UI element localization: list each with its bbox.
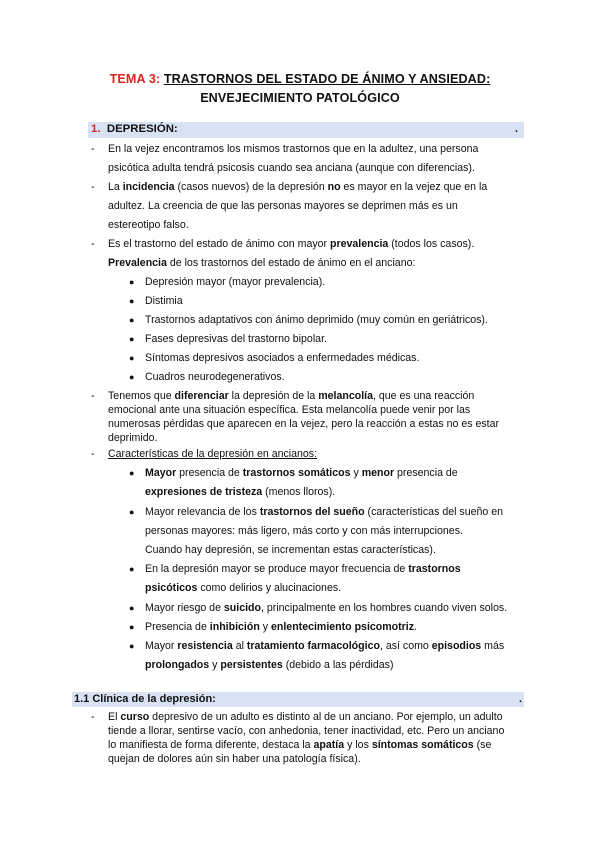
dash-marker: - bbox=[91, 238, 95, 250]
list-item: En la depresión mayor se produce mayor frecuencia de trastornos bbox=[145, 563, 461, 575]
paragraph-line: emocional ante una situación específica. Esta melancolía puede venir por las bbox=[108, 404, 471, 416]
list-item: Trastornos adaptativos con ánimo deprimido (muy común en geriátricos). bbox=[145, 314, 488, 326]
characteristics-heading: Características de la depresión en ancianos: bbox=[108, 448, 318, 460]
list-item: Presencia de inhibición y enlentecimiento psicomotriz. bbox=[145, 621, 417, 633]
paragraph-line: deprimido. bbox=[108, 432, 158, 444]
document-subtitle: ENVEJECIMIENTO PATOLÓGICO bbox=[200, 91, 400, 105]
bullet-marker: ● bbox=[129, 315, 135, 325]
bullet-marker: ● bbox=[129, 622, 135, 632]
paragraph-line: lo manifiesta de forma diferente, destaca la apatía y los síntomas somáticos (se bbox=[108, 739, 492, 751]
list-item-cont: expresiones de tristeza (menos lloros). bbox=[145, 486, 336, 498]
list-item-cont: personas mayores: más ligero, más corto y con más interrupciones. bbox=[145, 525, 463, 537]
bullet-marker: ● bbox=[129, 353, 135, 363]
dash-marker: - bbox=[91, 390, 95, 402]
paragraph-line: tiende a llorar, sentirse vacío, con anhedonia, tener inactividad, etc. Pero un anciano bbox=[108, 725, 505, 737]
paragraph-line: psicótica adulta tendrá psicosis cuando sea anciana (aunque con diferencias). bbox=[108, 162, 475, 174]
list-item: Cuadros neurodegenerativos. bbox=[145, 371, 285, 383]
bullet-marker: ● bbox=[129, 468, 135, 478]
paragraph-line: numerosas pérdidas que aparecen en la vejez, pero la reacción a estas no es estar bbox=[108, 418, 500, 430]
list-item: Distimia bbox=[145, 295, 183, 307]
bullet-marker: ● bbox=[129, 296, 135, 306]
section-1-dot: . bbox=[515, 123, 518, 135]
paragraph-line: Es el trastorno del estado de ánimo con mayor prevalencia (todos los casos). bbox=[108, 238, 475, 250]
document-title bbox=[0, 72, 600, 86]
title-tema: TEMA 3: bbox=[109, 72, 161, 86]
bullet-marker: ● bbox=[129, 603, 135, 613]
list-item-cont: prolongados y persistentes (debido a las pérdidas) bbox=[145, 659, 394, 671]
paragraph-line: Tenemos que diferenciar la depresión de la melancolía, que es una reacción bbox=[108, 390, 475, 402]
list-item: Mayor presencia de trastornos somáticos y menor presencia de bbox=[145, 467, 458, 479]
bullet-marker: ● bbox=[129, 641, 135, 651]
dash-marker: - bbox=[91, 181, 95, 193]
section-1-1-dot: . bbox=[519, 693, 522, 705]
bullet-marker: ● bbox=[129, 334, 135, 344]
paragraph-line: estereotipo falso. bbox=[108, 219, 189, 231]
bullet-marker: ● bbox=[129, 277, 135, 287]
paragraph-line: La incidencia (casos nuevos) de la depresión no es mayor en la vejez que en la bbox=[108, 181, 488, 193]
dash-marker: - bbox=[91, 711, 95, 723]
list-item: Síntomas depresivos asociados a enfermedades médicas. bbox=[145, 352, 420, 364]
section-1-1-heading: 1.1 Clínica de la depresión: bbox=[74, 693, 216, 705]
dash-marker: - bbox=[91, 448, 95, 460]
paragraph-line: adultez. La creencia de que las personas mayores se deprimen más es un bbox=[108, 200, 458, 212]
bullet-marker: ● bbox=[129, 564, 135, 574]
list-item: Mayor resistencia al tratamiento farmacológico, así como episodios más bbox=[145, 640, 505, 652]
list-item-cont: Cuando hay depresión, se incrementan estas características). bbox=[145, 544, 436, 556]
paragraph-line: quejan de dolores aún sin haber una patología física). bbox=[108, 753, 361, 765]
paragraph-line: Prevalencia de los trastornos del estado de ánimo en el anciano: bbox=[108, 257, 416, 269]
paragraph-line: En la vejez encontramos los mismos trastornos que en la adultez, una persona bbox=[108, 143, 479, 155]
list-item-cont: psicóticos como delirios y alucinaciones. bbox=[145, 582, 342, 594]
paragraph-line: El curso depresivo de un adulto es distinto al de un anciano. Por ejemplo, un adulto bbox=[108, 711, 503, 723]
title-main: TRASTORNOS DEL ESTADO DE ÁNIMO Y ANSIEDAD: bbox=[163, 72, 491, 86]
section-1-heading: 1. DEPRESIÓN: bbox=[91, 123, 178, 135]
bullet-marker: ● bbox=[129, 372, 135, 382]
bullet-marker: ● bbox=[129, 507, 135, 517]
list-item: Mayor relevancia de los trastornos del sueño (características del sueño en bbox=[145, 506, 503, 518]
list-item: Fases depresivas del trastorno bipolar. bbox=[145, 333, 327, 345]
list-item: Depresión mayor (mayor prevalencia). bbox=[145, 276, 326, 288]
list-item: Mayor riesgo de suicido, principalmente en los hombres cuando viven solos. bbox=[145, 602, 508, 614]
dash-marker: - bbox=[91, 143, 95, 155]
